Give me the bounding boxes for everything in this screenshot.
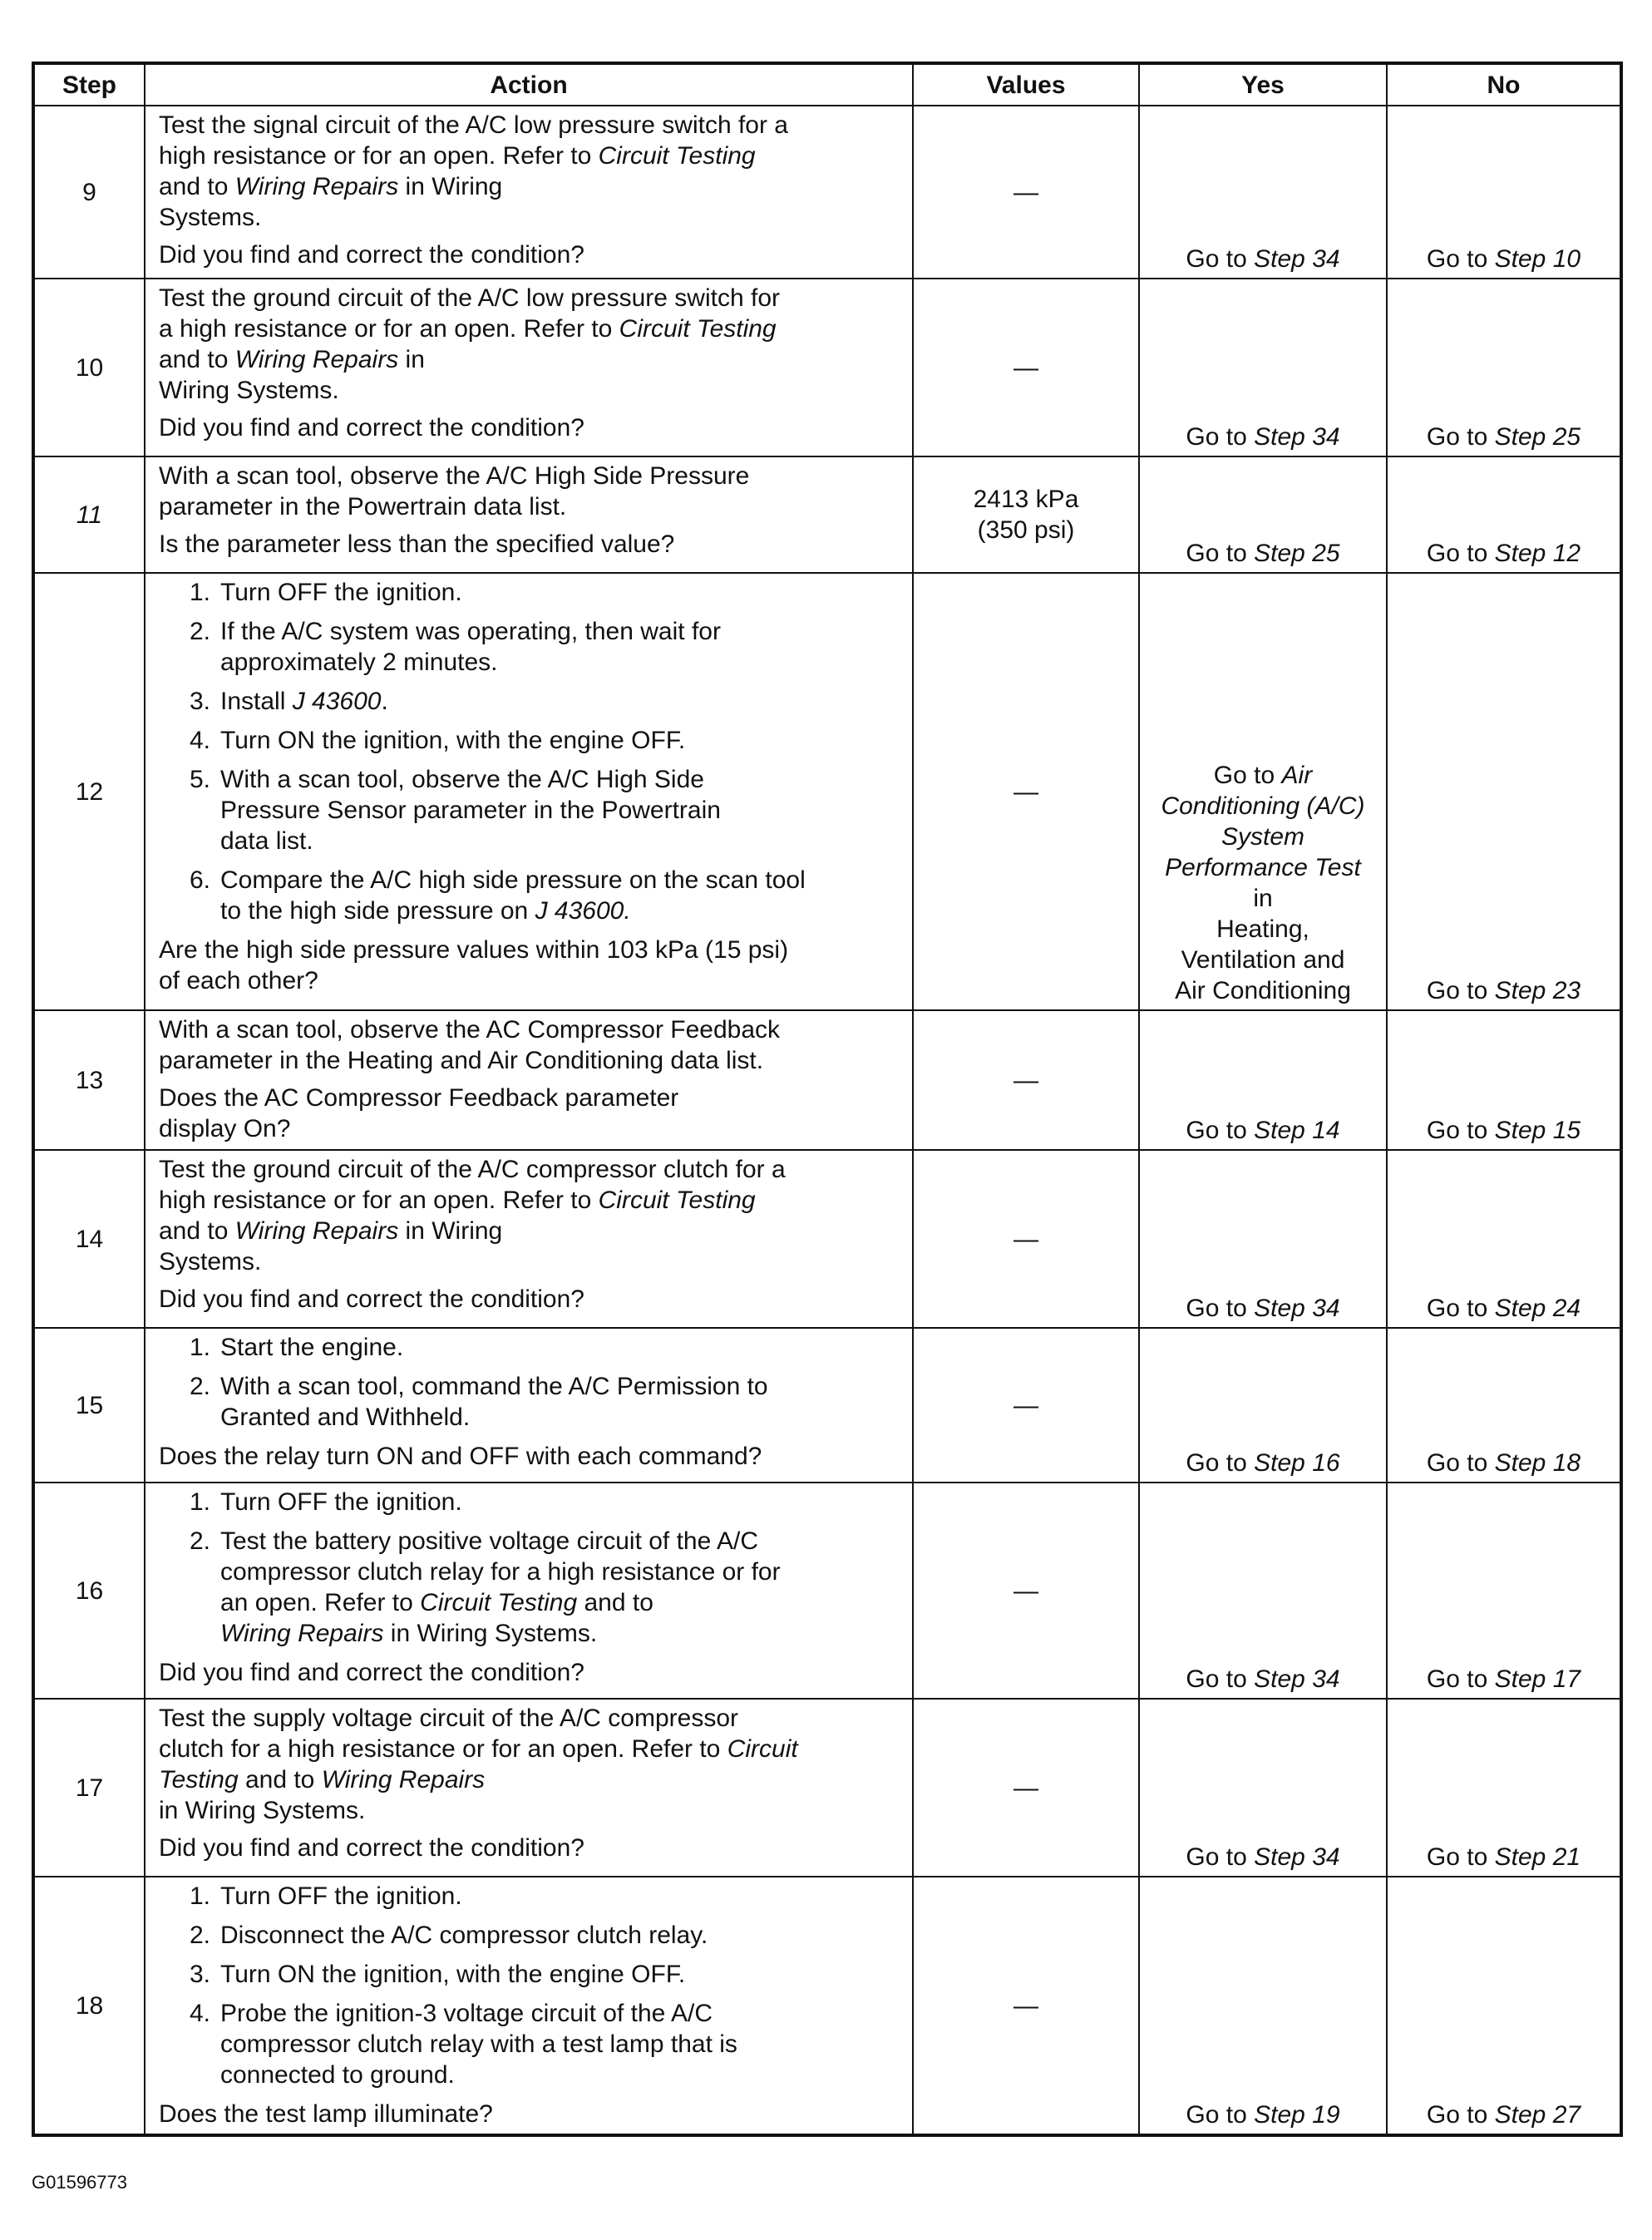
yes-cell [1139, 573, 1387, 1010]
reference-text: Step 15 [1494, 1117, 1581, 1144]
text-run: Test the battery positive voltage circuit of the A/C compressor clutch relay for a high resistance or for an open. Refer to [220, 1527, 781, 1616]
action-step-number: 6. [189, 866, 210, 894]
text-run: Go to [1426, 1117, 1495, 1144]
text-run: and to [584, 1589, 653, 1616]
action-step-number: 3. [189, 1961, 210, 1988]
action-step-item [159, 1487, 899, 1517]
action-step-number: 1. [189, 579, 210, 606]
action-cell [145, 279, 913, 456]
action-cell [145, 573, 913, 1010]
text-run: and to [159, 1217, 229, 1245]
yes-cell [1139, 1010, 1387, 1150]
text-run: Disconnect the A/C compressor clutch relay. [220, 1922, 708, 1949]
text-run: in Wiring Systems. [159, 1217, 503, 1275]
text-run: Go to [1426, 1843, 1495, 1871]
action-step-item [159, 686, 899, 717]
action-step-item [159, 865, 899, 926]
reference-text: J 43600 [292, 688, 382, 715]
reference-text: Step 18 [1494, 1449, 1581, 1477]
header-action: Action [145, 63, 913, 106]
action-cell [145, 1150, 913, 1328]
no-text [1393, 975, 1615, 1006]
reference-text: Air Conditioning (A/C) System Performance Test [1161, 762, 1365, 881]
action-step-item [159, 1526, 899, 1649]
text-run: and to [159, 346, 229, 373]
text-run: Install [220, 688, 293, 715]
yes-cell [1139, 1328, 1387, 1483]
action-step-number: 2. [189, 1527, 210, 1555]
text-run: With a scan tool, command the A/C Permission to Granted and Withheld. [220, 1373, 768, 1431]
reference-text: Step 34 [1254, 423, 1340, 451]
step-number: 17 [33, 1699, 145, 1877]
text-run: in Wiring Systems. [159, 1797, 366, 1824]
no-text [1393, 1842, 1615, 1872]
action-step-text [220, 1998, 899, 2090]
text-run: Turn ON the ignition, with the engine OFF. [220, 1961, 686, 1988]
yes-text [1145, 1115, 1381, 1146]
values-cell: — [913, 1483, 1139, 1699]
action-step-text [220, 1959, 899, 1990]
action-step-text [220, 1920, 899, 1951]
action-step-item [159, 1920, 899, 1951]
action-step-text [220, 1881, 899, 1912]
action-cell [145, 1877, 913, 2135]
action-step-item [159, 616, 899, 678]
text-run: Go to [1213, 762, 1282, 789]
values-cell: — [913, 279, 1139, 456]
reference-text: Step 16 [1254, 1449, 1340, 1477]
action-text [159, 461, 899, 522]
no-text [1393, 422, 1615, 452]
action-step-item [159, 1998, 899, 2090]
text-run: Go to [1186, 2101, 1255, 2129]
header-row [33, 63, 1621, 106]
table-row [33, 1877, 1621, 2135]
table-row [33, 1150, 1621, 1328]
reference-text: Wiring Repairs [234, 1217, 399, 1245]
yes-text [1145, 1293, 1381, 1324]
reference-text: Wiring Repairs [220, 1620, 384, 1647]
action-step-item [159, 577, 899, 608]
action-step-text [220, 1526, 899, 1649]
action-question: Does the test lamp illuminate? [159, 2100, 493, 2128]
action-text [159, 1014, 899, 1076]
reference-text: Step 23 [1494, 977, 1581, 1004]
text-run: in Heating, Ventilation and Air Conditioning [1175, 885, 1351, 1004]
text-run: and to [159, 173, 229, 200]
text-run: With a scan tool, observe the AC Compressor Feedback parameter in the Heating and Air Conditioning data list. [159, 1016, 781, 1074]
reference-text: Step 34 [1254, 245, 1340, 273]
text-run: in Wiring Systems. [383, 1620, 598, 1647]
reference-text: Circuit Testing [598, 1187, 756, 1214]
text-run: Test the ground circuit of the A/C compressor clutch for a high resistance or for an open. Refer to [159, 1156, 786, 1214]
text-run: Go to [1186, 1665, 1255, 1693]
action-step-item [159, 725, 899, 756]
step-number: 10 [33, 279, 145, 456]
text-run: Go to [1426, 977, 1495, 1004]
yes-text [1145, 2099, 1381, 2130]
values-cell: — [913, 106, 1139, 279]
reference-text: Step 17 [1494, 1665, 1581, 1693]
no-cell [1387, 1150, 1621, 1328]
text-run: Go to [1186, 1117, 1255, 1144]
action-question: Does the relay turn ON and OFF with each command? [159, 1443, 762, 1470]
header-no: No [1387, 63, 1621, 106]
action-step-text [220, 577, 899, 608]
action-cell [145, 1010, 913, 1150]
step-number: 15 [33, 1328, 145, 1483]
text-run: Turn OFF the ignition. [220, 579, 462, 606]
no-text [1393, 1448, 1615, 1478]
text-run: Turn OFF the ignition. [220, 1882, 462, 1910]
action-question: Did you find and correct the condition? [159, 1285, 584, 1313]
text-run: Go to [1186, 1295, 1255, 1322]
action-question: Is the parameter less than the specified value? [159, 530, 675, 558]
action-cell [145, 456, 913, 573]
no-cell [1387, 1010, 1621, 1150]
reference-text: Step 24 [1494, 1295, 1581, 1322]
no-text [1393, 1664, 1615, 1695]
no-cell [1387, 106, 1621, 279]
yes-text [1145, 538, 1381, 569]
action-question: Does the AC Compressor Feedback parameter display On? [159, 1084, 679, 1142]
reference-text: Circuit Testing [619, 315, 777, 343]
table-row [33, 106, 1621, 279]
action-cell [145, 1328, 913, 1483]
action-cell [145, 1699, 913, 1877]
yes-text [1145, 1664, 1381, 1695]
no-text [1393, 1293, 1615, 1324]
reference-text: Step 10 [1494, 245, 1581, 273]
text-run: Go to [1426, 1665, 1495, 1693]
text-run: Go to [1426, 2101, 1495, 2129]
table-row [33, 1328, 1621, 1483]
action-step-number: 4. [189, 727, 210, 754]
text-run: Turn ON the ignition, with the engine OFF. [220, 727, 686, 754]
text-run: in Wiring Systems. [159, 346, 425, 404]
action-steps-list [159, 1487, 899, 1649]
step-number: 12 [33, 573, 145, 1010]
no-text [1393, 2099, 1615, 2130]
no-text [1393, 538, 1615, 569]
text-run: If the A/C system was operating, then wait for approximately 2 minutes. [220, 618, 721, 676]
text-run: Go to [1426, 540, 1495, 567]
step-number: 14 [33, 1150, 145, 1328]
action-text [159, 1703, 899, 1826]
no-cell [1387, 1699, 1621, 1877]
text-run: Probe the ignition-3 voltage circuit of the A/C compressor clutch relay with a test lamp that is connected to ground. [220, 2000, 737, 2089]
reference-text: Wiring Repairs [234, 346, 399, 373]
text-run: With a scan tool, observe the A/C High Side Pressure parameter in the Powertrain data list. [159, 462, 750, 521]
action-step-number: 1. [189, 1882, 210, 1910]
action-step-text [220, 865, 899, 926]
action-step-item [159, 1371, 899, 1433]
text-run: With a scan tool, observe the A/C High Side Pressure Sensor parameter in the Powertrain data list. [220, 766, 721, 855]
no-text [1393, 1115, 1615, 1146]
yes-text [1145, 1842, 1381, 1872]
reference-text: Step 34 [1254, 1843, 1340, 1871]
step-number: 18 [33, 1877, 145, 2135]
action-step-number: 4. [189, 2000, 210, 2027]
diagnostic-table [32, 62, 1623, 2137]
values-cell: — [913, 1010, 1139, 1150]
no-cell [1387, 1877, 1621, 2135]
reference-text: Circuit Testing [420, 1589, 578, 1616]
header-yes: Yes [1139, 63, 1387, 106]
step-number: 11 [33, 456, 145, 573]
yes-text [1145, 760, 1381, 1006]
action-step-number: 2. [189, 1373, 210, 1400]
action-steps-list [159, 1881, 899, 2090]
figure-id: G01596773 [32, 2172, 127, 2193]
reference-text: Step 34 [1254, 1295, 1340, 1322]
text-run: Go to [1186, 540, 1255, 567]
action-step-number: 3. [189, 688, 210, 715]
action-step-text [220, 1371, 899, 1433]
no-cell [1387, 456, 1621, 573]
values-cell: — [913, 1877, 1139, 2135]
reference-text: Step 27 [1494, 2101, 1581, 2129]
yes-text [1145, 244, 1381, 274]
action-step-text [220, 764, 899, 856]
no-cell [1387, 279, 1621, 456]
values-cell: 2413 kPa (350 psi) [913, 456, 1139, 573]
action-step-number: 2. [189, 1922, 210, 1949]
text-run: Compare the A/C high side pressure on the scan tool to the high side pressure on [220, 866, 806, 925]
action-question: Did you find and correct the condition? [159, 241, 584, 269]
table-body [33, 106, 1621, 2135]
reference-text: Step 19 [1254, 2101, 1340, 2129]
action-question: Did you find and correct the condition? [159, 414, 584, 442]
step-number: 13 [33, 1010, 145, 1150]
table-row [33, 1699, 1621, 1877]
table-row [33, 456, 1621, 573]
text-run: and to [238, 1766, 322, 1793]
action-step-item [159, 1959, 899, 1990]
yes-cell [1139, 456, 1387, 573]
text-run: . [381, 688, 388, 715]
yes-text [1145, 422, 1381, 452]
no-cell [1387, 573, 1621, 1010]
reference-text: Step 25 [1254, 540, 1340, 567]
yes-cell [1139, 1150, 1387, 1328]
values-cell: — [913, 1328, 1139, 1483]
text-run: Test the supply voltage circuit of the A/C compressor clutch for a high resistance or for an open. Refer to [159, 1705, 738, 1763]
action-cell [145, 106, 913, 279]
action-question: Did you find and correct the condition? [159, 1659, 584, 1686]
table-row [33, 1010, 1621, 1150]
yes-cell [1139, 1699, 1387, 1877]
values-cell: — [913, 1699, 1139, 1877]
reference-text: Wiring Repairs [234, 173, 399, 200]
table-row [33, 573, 1621, 1010]
action-step-number: 1. [189, 1334, 210, 1361]
text-run: Go to [1186, 245, 1255, 273]
action-step-number: 2. [189, 618, 210, 645]
reference-text: Step 12 [1494, 540, 1581, 567]
action-steps-list [159, 577, 899, 926]
reference-text: J 43600. [535, 897, 631, 925]
text-run: Go to [1426, 1295, 1495, 1322]
action-step-item [159, 764, 899, 856]
no-text [1393, 244, 1615, 274]
action-steps-list [159, 1332, 899, 1433]
text-run: Go to [1186, 1449, 1255, 1477]
values-cell: — [913, 1150, 1139, 1328]
yes-cell [1139, 279, 1387, 456]
step-number: 9 [33, 106, 145, 279]
yes-cell [1139, 106, 1387, 279]
reference-text: Step 25 [1494, 423, 1581, 451]
text-run: Go to [1186, 1843, 1255, 1871]
table-row [33, 279, 1621, 456]
action-text [159, 1154, 899, 1277]
action-step-text [220, 725, 899, 756]
text-run: Test the ground circuit of the A/C low pressure switch for a high resistance or for an open. Refer to [159, 284, 780, 343]
text-run: Go to [1426, 423, 1495, 451]
reference-text: Step 21 [1494, 1843, 1581, 1871]
action-step-number: 5. [189, 766, 210, 793]
action-step-text [220, 1487, 899, 1517]
header-values: Values [913, 63, 1139, 106]
reference-text: Circuit Testing [159, 1735, 798, 1793]
table-row [33, 1483, 1621, 1699]
action-text [159, 283, 899, 406]
no-cell [1387, 1328, 1621, 1483]
reference-text: Step 14 [1254, 1117, 1340, 1144]
no-cell [1387, 1483, 1621, 1699]
action-text [159, 110, 899, 233]
text-run: Go to [1426, 245, 1495, 273]
reference-text: Wiring Repairs [321, 1766, 486, 1793]
action-question: Did you find and correct the condition? [159, 1834, 584, 1862]
reference-text: Circuit Testing [598, 142, 756, 170]
yes-text [1145, 1448, 1381, 1478]
action-step-item [159, 1332, 899, 1363]
reference-text: Step 34 [1254, 1665, 1340, 1693]
text-run: Start the engine. [220, 1334, 404, 1361]
yes-cell [1139, 1483, 1387, 1699]
values-cell: — [913, 573, 1139, 1010]
action-step-number: 1. [189, 1488, 210, 1516]
step-number: 16 [33, 1483, 145, 1699]
action-step-text [220, 1332, 899, 1363]
action-step-text [220, 616, 899, 678]
text-run: Go to [1186, 423, 1255, 451]
yes-cell [1139, 1877, 1387, 2135]
header-step: Step [33, 63, 145, 106]
action-cell [145, 1483, 913, 1699]
action-step-item [159, 1881, 899, 1912]
text-run: Go to [1426, 1449, 1495, 1477]
text-run: Test the signal circuit of the A/C low pressure switch for a high resistance or for an open. Refer to [159, 111, 788, 170]
text-run: Turn OFF the ignition. [220, 1488, 462, 1516]
text-run: in Wiring Systems. [159, 173, 503, 231]
action-step-text [220, 686, 899, 717]
action-question: Are the high side pressure values within 103 kPa (15 psi) of each other? [159, 936, 789, 994]
